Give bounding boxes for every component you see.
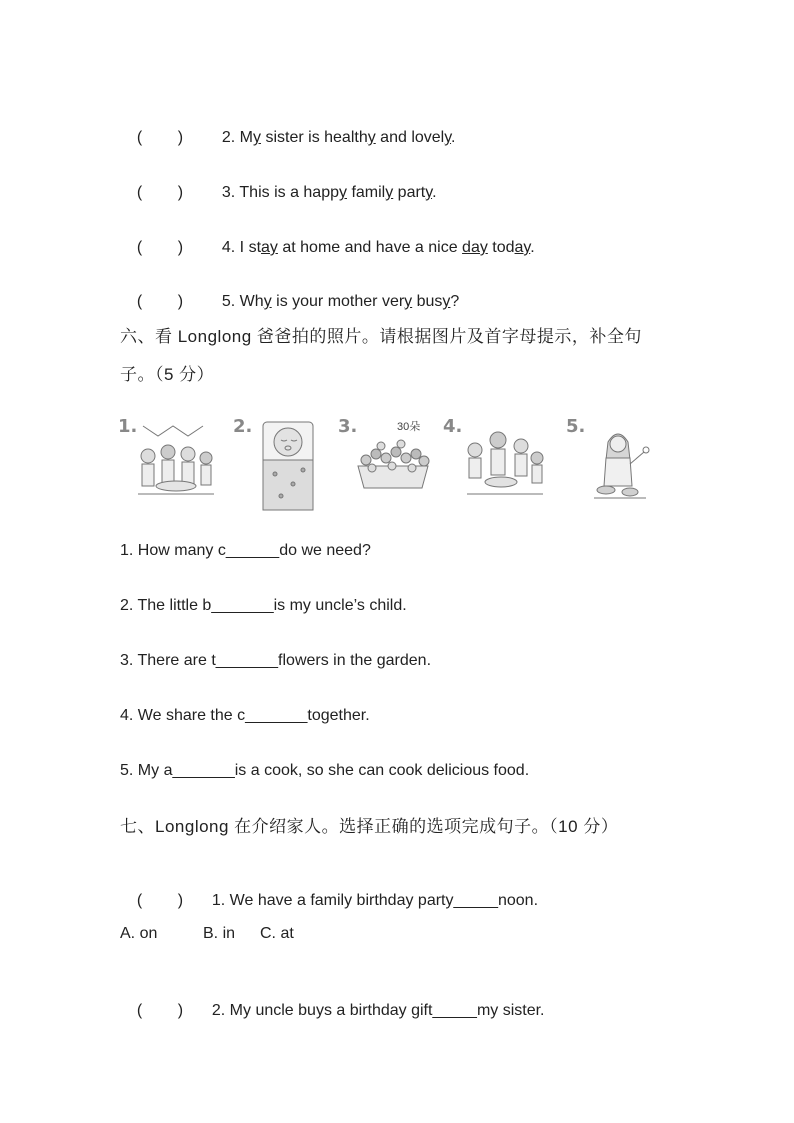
underlined-letter: y [367, 129, 376, 146]
question-text: 2. My uncle buys a birthday gift_____my sister. [211, 1002, 545, 1019]
option-b[interactable]: B. in [203, 925, 236, 942]
sleeping-baby-icon [233, 414, 343, 514]
text-segment: . [432, 184, 437, 201]
underlined-letter: ay [514, 239, 531, 256]
underlined-letter: ay [261, 239, 278, 256]
fill-sentence-2: 2. The little b_______is my uncle’s child. [120, 597, 407, 614]
picture-4 [443, 414, 553, 514]
flower-basket-icon [338, 414, 448, 514]
picture-5 [566, 414, 676, 514]
option-a[interactable]: A. on [120, 925, 158, 942]
text-segment: ? [450, 293, 460, 310]
fill-sentence-1: 1. How many c______do we need? [120, 542, 371, 559]
text-segment: bus [412, 293, 443, 310]
text-segment: 2. M [221, 129, 254, 146]
picture-2 [233, 414, 343, 514]
text-segment: sister is health [261, 129, 368, 146]
text-segment: part [393, 184, 426, 201]
picture-number: 1. [118, 416, 138, 437]
text-segment: 3. This is a happ [221, 184, 339, 201]
fill-sentence-3: 3. There are t_______flowers in the garden. [120, 652, 432, 669]
flower-count-caption: 30朵 [397, 421, 421, 433]
family-party-icon [118, 414, 228, 514]
text-segment: tod [487, 239, 515, 256]
answer-parentheses[interactable]: ( ) [136, 1002, 184, 1019]
picture-number: 3. [338, 416, 358, 437]
option-c[interactable]: C. at [260, 925, 294, 942]
picture-number: 2. [233, 416, 253, 437]
section-6-title-line2: 子。（5 分） [120, 365, 215, 384]
fill-sentence-5: 5. My a_______is a cook, so she can cook delicious food. [120, 762, 530, 779]
choice-question-1 [128, 871, 538, 911]
section-6-title-line1: 六、看 Longlong 爸爸拍的照片。请根据图片及首字母提示，补全句 [120, 327, 642, 346]
answer-parentheses[interactable]: ( ) [136, 293, 184, 310]
question-row-3 [128, 163, 437, 203]
underlined-letter: y [385, 184, 394, 201]
text-segment: is your mother ver [271, 293, 405, 310]
text-segment: and lovel [375, 129, 445, 146]
text-segment: at home and have a nice [277, 239, 463, 256]
answer-parentheses[interactable]: ( ) [136, 129, 184, 146]
text-segment: 5. Wh [221, 293, 264, 310]
sharing-cake-icon [443, 414, 553, 514]
underlined-letter: y [339, 184, 347, 201]
question-row-2 [128, 108, 456, 148]
underlined-letter: y [444, 129, 452, 146]
question-text: 1. We have a family birthday party_____noon. [211, 892, 539, 909]
underlined-letter: y [404, 293, 413, 310]
answer-parentheses[interactable]: ( ) [136, 184, 184, 201]
answer-parentheses[interactable]: ( ) [136, 239, 184, 256]
text-segment: famil [347, 184, 386, 201]
underlined-letter: day [462, 239, 488, 256]
fill-sentence-4: 4. We share the c_______together. [120, 707, 370, 724]
picture-strip [118, 414, 678, 514]
section-6-heading [120, 318, 680, 394]
aunt-cooking-icon [566, 414, 676, 514]
underlined-letter: y [425, 184, 433, 201]
picture-number: 4. [443, 416, 463, 437]
picture-3 [338, 414, 448, 514]
underlined-letter: y [263, 293, 272, 310]
picture-number: 5. [566, 416, 586, 437]
question-row-4 [128, 218, 535, 258]
section-7-heading: 七、Longlong 在介绍家人。选择正确的选项完成句子。（10 分） [120, 817, 619, 836]
text-segment: . [530, 239, 535, 256]
text-segment: . [451, 129, 456, 146]
picture-1 [118, 414, 228, 514]
underlined-letter: y [442, 293, 451, 310]
question-row-5 [128, 272, 459, 312]
text-segment: 4. I st [221, 239, 262, 256]
underlined-letter: y [253, 129, 262, 146]
choice-question-2 [128, 981, 545, 1021]
answer-parentheses[interactable]: ( ) [136, 892, 184, 909]
